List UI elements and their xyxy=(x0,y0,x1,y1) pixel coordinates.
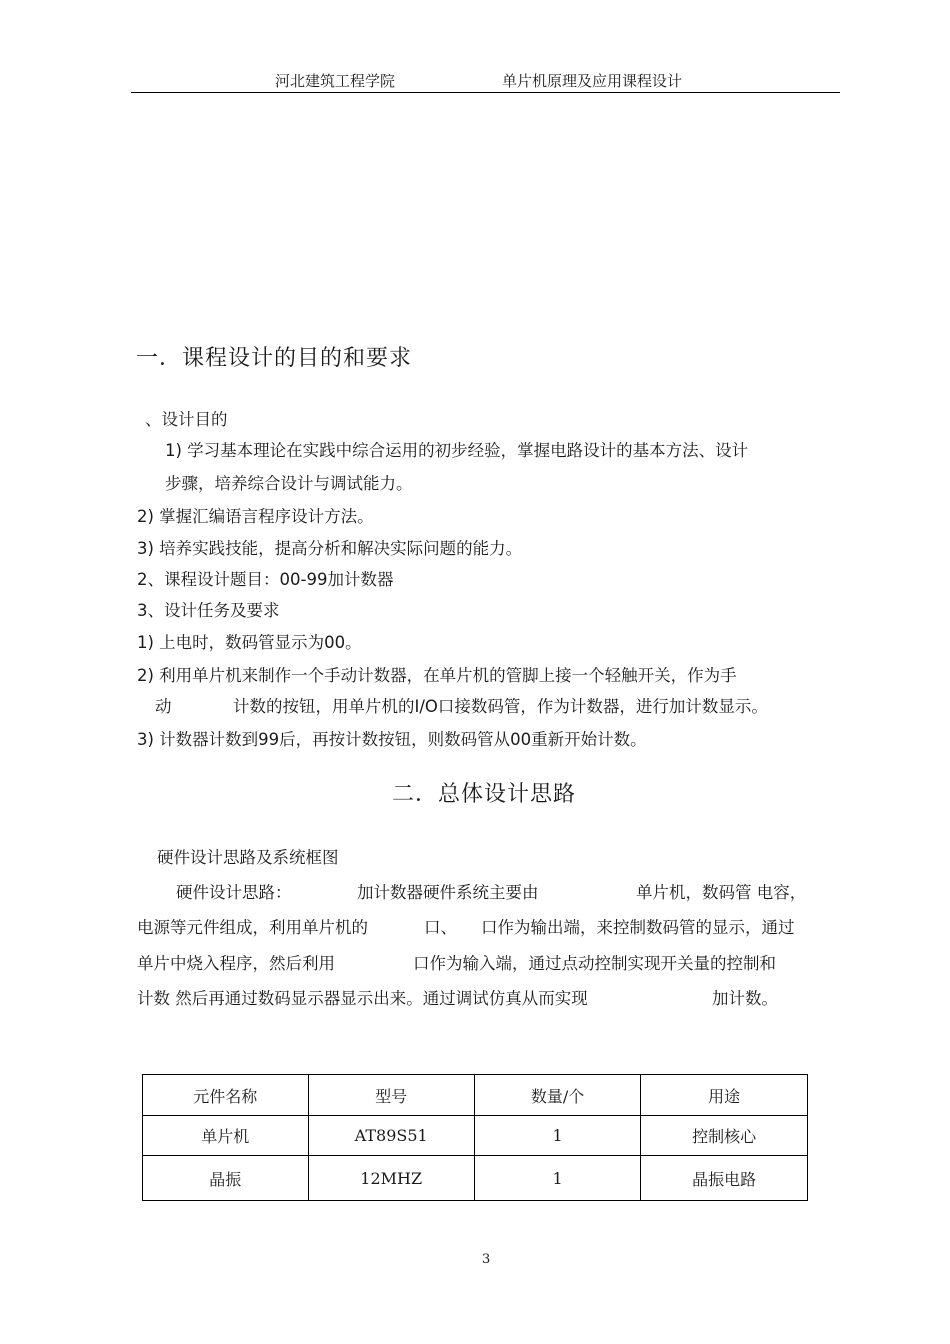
cell-quantity: 1 xyxy=(474,1156,641,1201)
hw-para-line3-b: 口作为输入端，通过点动控制实现开关量的控制和 xyxy=(413,954,776,973)
task-item-1: 1) 上电时，数码管显示为00。 xyxy=(137,633,362,652)
hw-para-line1-b: 加计数器硬件系统主要由 xyxy=(357,883,539,902)
purpose-item-1-cont: 步骤，培养综合设计与调试能力。 xyxy=(165,474,413,493)
hw-para-line4-a: 计数 然后再通过数码显示器显示出来。通过调试仿真从而实现 xyxy=(137,989,588,1008)
purpose-item-1: 1) 学习基本理论在实践中综合运用的初步经验，掌握电路设计的基本方法、设计 xyxy=(165,441,749,460)
hardware-heading: 硬件设计思路及系统框图 xyxy=(157,848,339,867)
design-topic: 2、课程设计题目：00-99加计数器 xyxy=(137,570,394,589)
cell-model: 12MHZ xyxy=(308,1156,474,1201)
task-heading: 3、设计任务及要求 xyxy=(137,601,280,620)
cell-name: 单片机 xyxy=(143,1116,309,1156)
task-item-3: 3) 计数器计数到99后，再按计数按钮，则数码管从00重新开始计数。 xyxy=(137,730,647,749)
col-header-usage: 用途 xyxy=(641,1075,808,1116)
header-rule xyxy=(131,92,840,93)
hw-para-line2-a: 电源等元件组成，利用单片机的 xyxy=(137,918,368,937)
hw-para-line1-c: 单片机，数码管 电容， xyxy=(636,883,807,902)
task-item-2-cont-a: 动 xyxy=(155,697,172,716)
cell-model: AT89S51 xyxy=(308,1116,474,1156)
col-header-name: 元件名称 xyxy=(143,1075,309,1116)
col-header-quantity: 数量/个 xyxy=(474,1075,641,1116)
hw-para-line2-c: 口作为输出端，来控制数码管的显示，通过 xyxy=(481,918,795,937)
table-header-row xyxy=(143,1075,808,1116)
section2-title: 二．总体设计思路 xyxy=(392,782,577,807)
header-school: 河北建筑工程学院 xyxy=(275,72,396,90)
hw-para-line1-a: 硬件设计思路： xyxy=(176,883,292,902)
purpose-item-2: 2) 掌握汇编语言程序设计方法。 xyxy=(137,507,374,526)
hw-para-line2-b: 口、 xyxy=(424,918,457,937)
task-item-2: 2) 利用单片机来制作一个手动计数器，在单片机的管脚上接一个轻触开关，作为手 xyxy=(137,666,737,685)
header-course: 单片机原理及应用课程设计 xyxy=(502,72,683,90)
page-number: 3 xyxy=(482,1252,491,1267)
purpose-item-3: 3) 培养实践技能，提高分析和解决实际问题的能力。 xyxy=(137,539,523,558)
components-table xyxy=(142,1074,808,1201)
task-item-2-cont-b: 计数的按钮，用单片机的I/O口接数码管，作为计数器，进行加计数显示。 xyxy=(233,697,768,716)
col-header-model: 型号 xyxy=(308,1075,474,1116)
hw-para-line3-a: 单片中烧入程序，然后利用 xyxy=(137,954,335,973)
cell-name: 晶振 xyxy=(143,1156,309,1201)
cell-usage: 晶振电路 xyxy=(641,1156,808,1201)
section1-title: 一．课程设计的目的和要求 xyxy=(136,346,413,371)
table-row xyxy=(143,1116,808,1156)
table-row xyxy=(143,1156,808,1201)
purpose-heading: 、设计目的 xyxy=(145,410,228,429)
hw-para-line4-b: 加计数。 xyxy=(712,989,778,1008)
cell-quantity: 1 xyxy=(474,1116,641,1156)
cell-usage: 控制核心 xyxy=(641,1116,808,1156)
